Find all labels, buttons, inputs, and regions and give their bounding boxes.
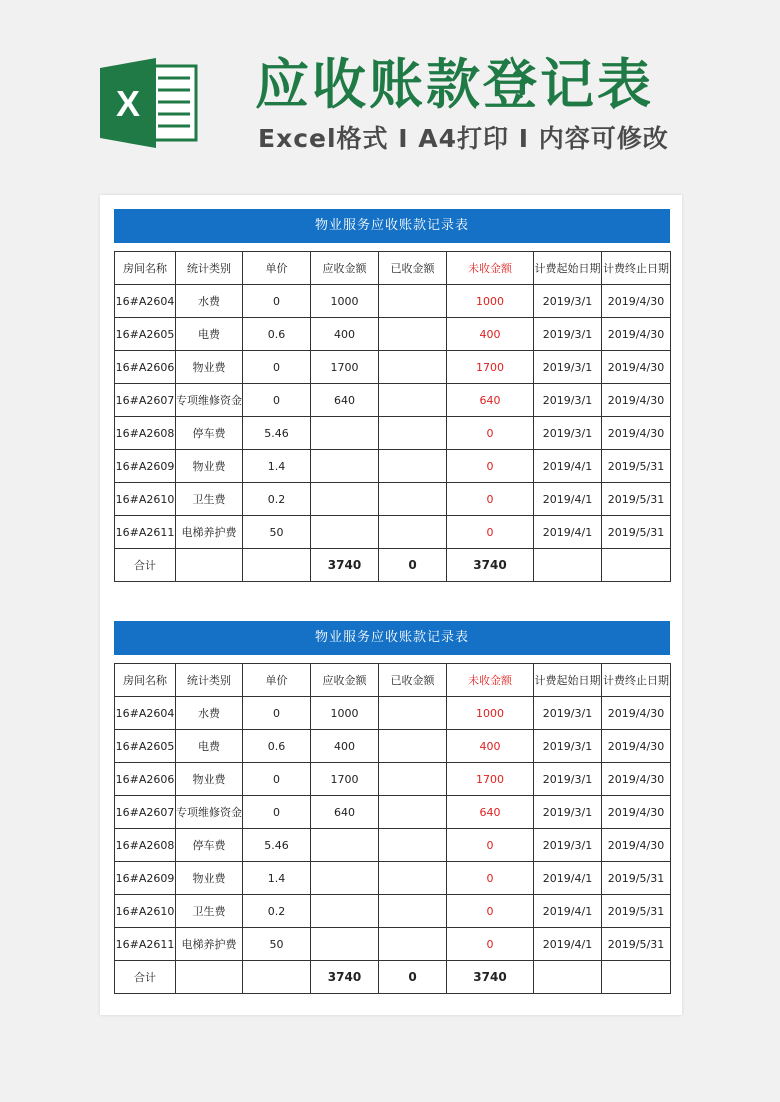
- table-cell: [379, 318, 447, 351]
- table-cell: 2019/4/30: [602, 285, 671, 318]
- table-cell: 16#A2609: [115, 862, 176, 895]
- table-cell: [602, 961, 671, 994]
- column-header: 已收金额: [379, 664, 447, 697]
- table-cell: [311, 928, 379, 961]
- table-row: [115, 351, 671, 384]
- table-cell: 2019/5/31: [602, 483, 671, 516]
- total-row: [115, 549, 671, 582]
- table-cell: 合计: [115, 961, 176, 994]
- table-cell: 16#A2608: [115, 417, 176, 450]
- page-header: [0, 0, 780, 190]
- table-cell: 0: [447, 516, 534, 549]
- table-row: [115, 862, 671, 895]
- column-header: 应收金额: [311, 664, 379, 697]
- table-cell: [311, 862, 379, 895]
- table-cell: 0.2: [243, 483, 311, 516]
- table-cell: 400: [311, 730, 379, 763]
- table-cell: [602, 549, 671, 582]
- table-cell: 400: [447, 730, 534, 763]
- table-cell: 电梯养护费: [176, 928, 243, 961]
- table-cell: 2019/3/1: [534, 763, 602, 796]
- table-cell: 2019/4/1: [534, 928, 602, 961]
- table-cell: 3740: [311, 549, 379, 582]
- table-cell: 1.4: [243, 862, 311, 895]
- table-cell: 16#A2605: [115, 318, 176, 351]
- table-cell: 专项维修资金: [176, 796, 243, 829]
- column-header: 计费起始日期: [534, 664, 602, 697]
- table-row: [115, 796, 671, 829]
- table-cell: 1700: [447, 351, 534, 384]
- excel-logo-icon: [100, 58, 200, 148]
- table-cell: [379, 450, 447, 483]
- table-cell: 2019/3/1: [534, 796, 602, 829]
- table-cell: 2019/4/30: [602, 697, 671, 730]
- table-row: [115, 384, 671, 417]
- ledger-table: [114, 663, 671, 994]
- table-cell: 物业费: [176, 763, 243, 796]
- table-cell: [379, 928, 447, 961]
- table-cell: 2019/4/30: [602, 384, 671, 417]
- table-cell: 0: [447, 928, 534, 961]
- table-cell: 2019/5/31: [602, 516, 671, 549]
- table-cell: 640: [447, 796, 534, 829]
- table-cell: 卫生费: [176, 483, 243, 516]
- table-cell: 5.46: [243, 417, 311, 450]
- table-cell: [379, 697, 447, 730]
- table-row: [115, 730, 671, 763]
- table-cell: [379, 483, 447, 516]
- logo-letter: X: [115, 83, 141, 124]
- table-cell: [379, 384, 447, 417]
- table-cell: 1000: [447, 285, 534, 318]
- header-row: [115, 252, 671, 285]
- table-cell: [379, 829, 447, 862]
- table-cell: 0: [447, 417, 534, 450]
- table-cell: 2019/4/30: [602, 763, 671, 796]
- table-cell: 1700: [447, 763, 534, 796]
- table-cell: 2019/5/31: [602, 928, 671, 961]
- table-cell: 400: [311, 318, 379, 351]
- table-cell: 16#A2610: [115, 895, 176, 928]
- table-cell: 2019/4/1: [534, 862, 602, 895]
- table-cell: 2019/4/30: [602, 417, 671, 450]
- table-cell: [176, 961, 243, 994]
- table-cell: 2019/3/1: [534, 730, 602, 763]
- table-cell: 0: [243, 763, 311, 796]
- column-header: 单价: [243, 252, 311, 285]
- table-cell: 水费: [176, 697, 243, 730]
- table-cell: 0.6: [243, 318, 311, 351]
- table-cell: 0.2: [243, 895, 311, 928]
- table-cell: 2019/4/30: [602, 318, 671, 351]
- table-row: [115, 483, 671, 516]
- table-cell: [311, 483, 379, 516]
- table-cell: 2019/5/31: [602, 450, 671, 483]
- table-cell: 0: [447, 829, 534, 862]
- table-cell: 专项维修资金: [176, 384, 243, 417]
- table-cell: [379, 351, 447, 384]
- table-cell: 16#A2605: [115, 730, 176, 763]
- table-cell: 1700: [311, 763, 379, 796]
- table-cell: 2019/4/1: [534, 516, 602, 549]
- table-cell: [311, 516, 379, 549]
- table-row: [115, 763, 671, 796]
- table-row: [115, 895, 671, 928]
- table-cell: [379, 862, 447, 895]
- table-cell: 物业费: [176, 450, 243, 483]
- table-cell: 3740: [447, 549, 534, 582]
- table-cell: 1700: [311, 351, 379, 384]
- table-cell: 2019/4/1: [534, 895, 602, 928]
- table-cell: 16#A2608: [115, 829, 176, 862]
- table-cell: [379, 763, 447, 796]
- column-header: 已收金额: [379, 252, 447, 285]
- table-cell: [311, 829, 379, 862]
- table-row: [115, 318, 671, 351]
- table-cell: [379, 796, 447, 829]
- table-title: 物业服务应收账款记录表: [114, 209, 670, 243]
- table-cell: [243, 961, 311, 994]
- table-cell: 0: [447, 895, 534, 928]
- table-cell: [379, 417, 447, 450]
- total-row: [115, 961, 671, 994]
- page-title: 应收账款登记表: [255, 53, 654, 116]
- table-cell: 0: [243, 796, 311, 829]
- table-cell: [379, 730, 447, 763]
- table-cell: 电梯养护费: [176, 516, 243, 549]
- table-cell: 电费: [176, 730, 243, 763]
- table-cell: 物业费: [176, 862, 243, 895]
- table-cell: 合计: [115, 549, 176, 582]
- table-row: [115, 516, 671, 549]
- table-row: [115, 450, 671, 483]
- table-cell: [311, 450, 379, 483]
- table-cell: 0.6: [243, 730, 311, 763]
- table-cell: 2019/3/1: [534, 417, 602, 450]
- table-cell: 2019/4/30: [602, 351, 671, 384]
- table-cell: 停车费: [176, 829, 243, 862]
- table-cell: [379, 895, 447, 928]
- table-cell: 2019/4/1: [534, 483, 602, 516]
- column-header: 未收金额: [447, 252, 534, 285]
- column-header: 房间名称: [115, 664, 176, 697]
- table-cell: 16#A2611: [115, 928, 176, 961]
- table-row: [115, 829, 671, 862]
- table-cell: 16#A2604: [115, 697, 176, 730]
- table-cell: 1000: [447, 697, 534, 730]
- ledger-table: [114, 251, 671, 582]
- table-cell: 16#A2611: [115, 516, 176, 549]
- page-subtitle: Excel格式 I A4打印 I 内容可修改: [258, 124, 669, 153]
- document-sheet: [100, 195, 682, 1015]
- table-cell: 1000: [311, 285, 379, 318]
- table-cell: [311, 417, 379, 450]
- table-cell: 640: [447, 384, 534, 417]
- table-cell: 物业费: [176, 351, 243, 384]
- table-cell: 3740: [447, 961, 534, 994]
- table-cell: 0: [243, 697, 311, 730]
- table-cell: 0: [447, 862, 534, 895]
- table-cell: 2019/4/30: [602, 796, 671, 829]
- column-header: 计费起始日期: [534, 252, 602, 285]
- table-cell: 2019/5/31: [602, 862, 671, 895]
- table-cell: 16#A2606: [115, 351, 176, 384]
- table-cell: 16#A2610: [115, 483, 176, 516]
- table-cell: 0: [447, 483, 534, 516]
- table-cell: 2019/3/1: [534, 351, 602, 384]
- table-cell: 2019/4/30: [602, 730, 671, 763]
- table-cell: 停车费: [176, 417, 243, 450]
- table-cell: 0: [379, 549, 447, 582]
- table-cell: [534, 961, 602, 994]
- table-cell: 1000: [311, 697, 379, 730]
- table-cell: 0: [243, 285, 311, 318]
- table-cell: 50: [243, 928, 311, 961]
- table-cell: 水费: [176, 285, 243, 318]
- table-cell: 16#A2606: [115, 763, 176, 796]
- table-cell: [379, 516, 447, 549]
- table-cell: 2019/5/31: [602, 895, 671, 928]
- table-cell: 5.46: [243, 829, 311, 862]
- table-cell: 16#A2607: [115, 796, 176, 829]
- table-cell: 1.4: [243, 450, 311, 483]
- column-header: 单价: [243, 664, 311, 697]
- table-cell: 0: [243, 351, 311, 384]
- table-cell: [379, 285, 447, 318]
- column-header: 未收金额: [447, 664, 534, 697]
- table-cell: [311, 895, 379, 928]
- table-cell: 16#A2604: [115, 285, 176, 318]
- column-header: 统计类别: [176, 252, 243, 285]
- table-cell: 卫生费: [176, 895, 243, 928]
- ledger-block-1: [114, 209, 670, 582]
- table-cell: 2019/4/1: [534, 450, 602, 483]
- table-cell: 0: [243, 384, 311, 417]
- column-header: 计费终止日期: [602, 252, 671, 285]
- table-cell: 400: [447, 318, 534, 351]
- table-row: [115, 285, 671, 318]
- table-cell: 0: [379, 961, 447, 994]
- table-cell: [534, 549, 602, 582]
- table-cell: 2019/3/1: [534, 318, 602, 351]
- table-cell: [176, 549, 243, 582]
- table-row: [115, 928, 671, 961]
- table-cell: 50: [243, 516, 311, 549]
- header-row: [115, 664, 671, 697]
- table-row: [115, 417, 671, 450]
- table-cell: 2019/4/30: [602, 829, 671, 862]
- table-cell: 2019/3/1: [534, 285, 602, 318]
- table-cell: 16#A2609: [115, 450, 176, 483]
- table-cell: 2019/3/1: [534, 384, 602, 417]
- column-header: 房间名称: [115, 252, 176, 285]
- table-cell: 3740: [311, 961, 379, 994]
- table-title: 物业服务应收账款记录表: [114, 621, 670, 655]
- table-cell: [243, 549, 311, 582]
- table-cell: 640: [311, 796, 379, 829]
- table-cell: 640: [311, 384, 379, 417]
- column-header: 统计类别: [176, 664, 243, 697]
- table-cell: 2019/3/1: [534, 697, 602, 730]
- table-cell: 2019/3/1: [534, 829, 602, 862]
- table-cell: 电费: [176, 318, 243, 351]
- ledger-block-2: [114, 621, 670, 994]
- column-header: 应收金额: [311, 252, 379, 285]
- table-row: [115, 697, 671, 730]
- table-cell: 0: [447, 450, 534, 483]
- table-cell: 16#A2607: [115, 384, 176, 417]
- column-header: 计费终止日期: [602, 664, 671, 697]
